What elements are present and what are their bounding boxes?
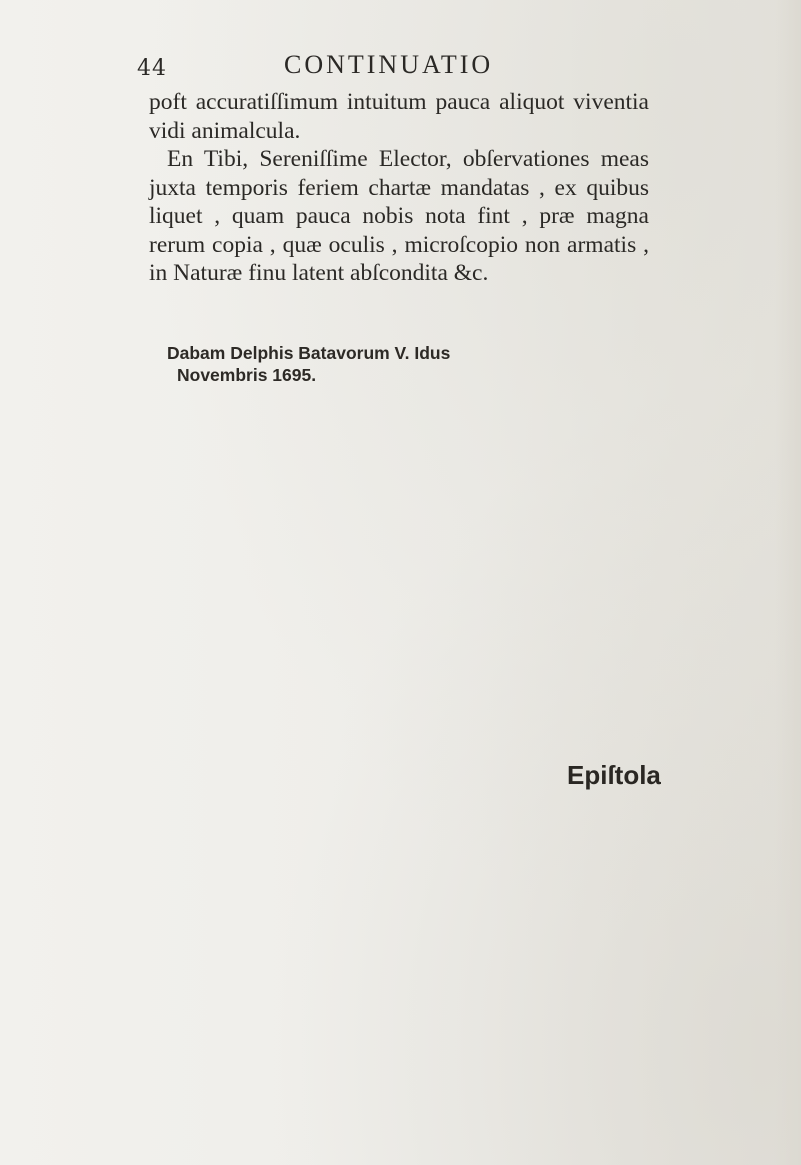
text-line: poft accuratiſſimum intuitum pauca aliquot viventia [149, 89, 649, 115]
dateline [167, 342, 450, 386]
page-edge-shadow [775, 0, 801, 1165]
text-line: En Tibi, Sereniſſime Elector, obſervationes meas [167, 146, 649, 172]
dateline-line-2: Novembris 1695. [177, 365, 317, 385]
dateline-line-1: Dabam Delphis Batavorum V. Idus [167, 343, 451, 363]
text-line: in Naturæ finu latent abſcondita &c. [149, 260, 489, 286]
catchword: Epiſtola [567, 760, 661, 790]
text-line: vidi animalcula. [149, 117, 301, 144]
text-line: liquet , quam pauca nobis nota fint , præ magna [149, 203, 649, 229]
text-line: juxta temporis feriem chartæ mandatas , ex quibus [149, 174, 649, 201]
page-number: 44 [137, 56, 167, 81]
text-line: rerum copia , quæ oculis , microſcopio non armatis , [149, 231, 649, 258]
body-paragraph [149, 88, 649, 288]
running-head: CONTINUATIO [284, 50, 494, 79]
